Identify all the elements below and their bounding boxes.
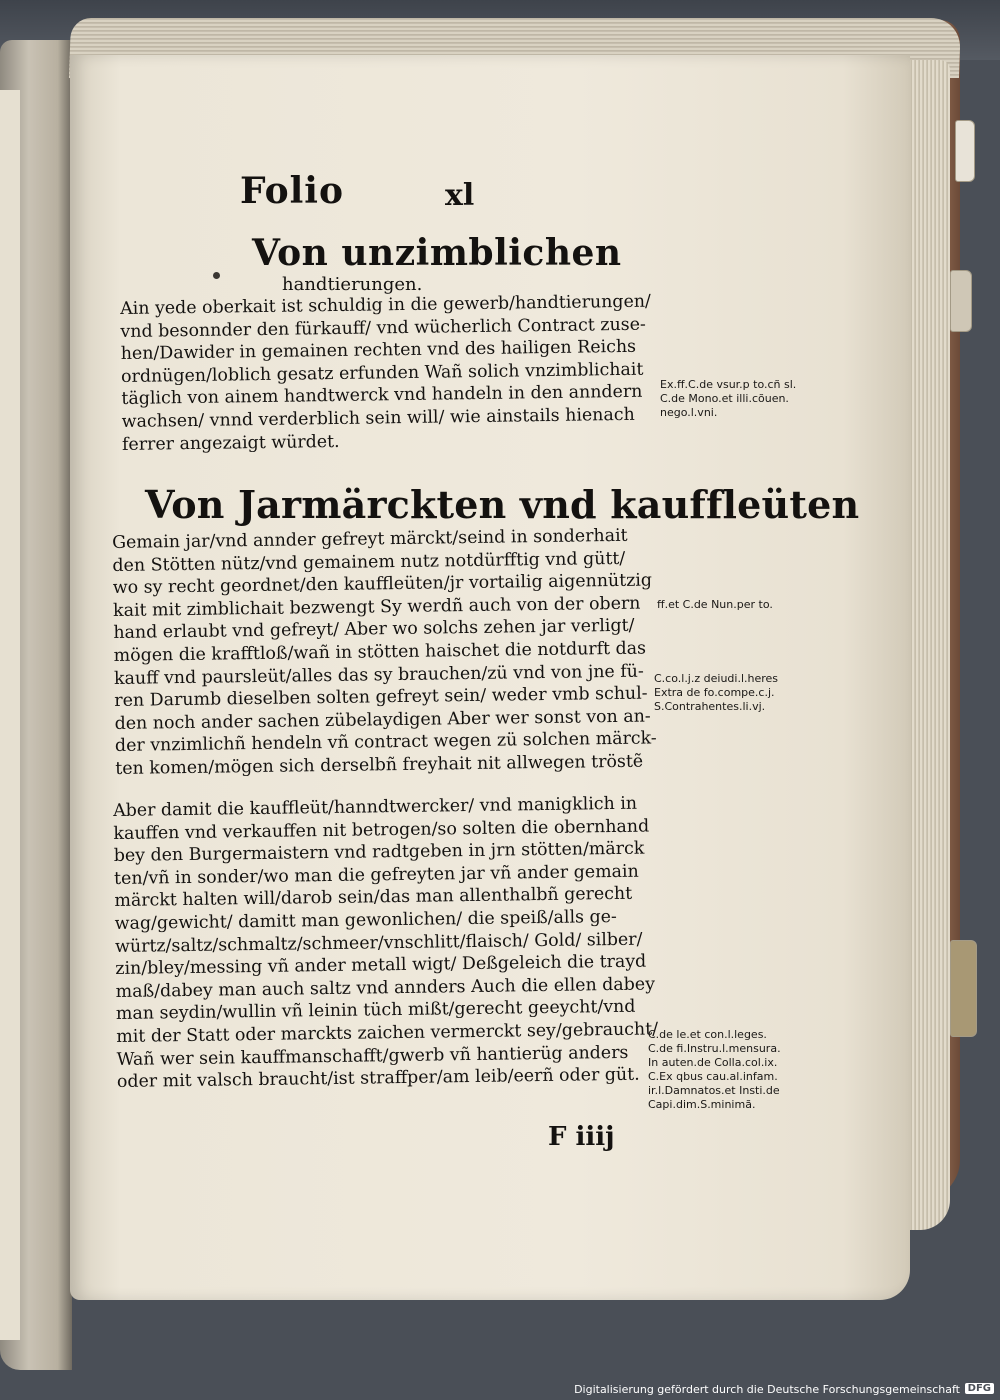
page-tab (950, 270, 972, 332)
text-line: wag/gewicht/ damitt man gewonlichen/ die speiß/alls ge- (114, 906, 617, 934)
dfg-logo: DFG (965, 1383, 994, 1394)
text-line: ferrer angezaigt würdet. (121, 431, 340, 455)
note-line: In auten.de Colla.col.ix. (648, 1056, 778, 1069)
text-line: ordnügen/loblich gesatz erfunden Wañ solich vnzimblichait (120, 359, 644, 387)
text-line: zin/bley/messing vñ ander metall wigt/ Deßgeleich die trayd (115, 951, 647, 980)
text-line: wo sy recht geordnet/den kauffleüten/jr vortailig aigennützig (112, 570, 653, 599)
text-line: mögen die krafftloß/wañ in stötten haischet die notdurft das (113, 638, 647, 666)
note-line: C.de Mono.et illi.cõuen. (660, 392, 789, 405)
note-line: C.co.l.j.z deiudi.l.heres (654, 672, 779, 685)
section2-paragraph (112, 524, 655, 780)
note-line: S.Contrahentes.li.vj. (654, 700, 766, 713)
text-line: kait mit zimblichait bezwengt Sy werdñ auch von der obern (112, 593, 641, 621)
folio-number: xl (445, 178, 475, 213)
note-line: C.de le.et con.l.leges. (648, 1028, 767, 1041)
text-line: ten komen/mögen sich derselbñ freyhait nit allwegen tröstẽ (115, 751, 644, 779)
text-line: wachsen/ vnnd verderblich sein will/ wie ainstails hienach (121, 404, 635, 432)
text-line: kauff vnd paursleüt/alles das sy brauchen/zü vnd von jne fü- (113, 661, 644, 689)
text-line: Aber damit die kauffleüt/hanndtwercker/ vnd manigklich in (113, 793, 638, 821)
folio-label: Folio (240, 170, 344, 212)
text-line: märckt halten will/darob sein/das man allenthalbñ gerecht (114, 884, 633, 912)
text-line: Wañ wer sein kauffmanschafft/gwerb vñ hantierüg anders (116, 1042, 629, 1070)
text-line: hand erlaubt vnd gefreyt/ Aber wo solchs zehen jar verligt/ (113, 616, 635, 644)
text-line: Ain yede oberkait ist schuldig in die gewerb/handtierungen/ (120, 291, 651, 319)
margin-note (648, 1028, 781, 1112)
text-line: maß/dabey man auch saltz vnd annders Auch die ellen dabey (115, 974, 656, 1002)
note-line: Ex.ff.C.de vsur.p to.cñ sl. (660, 378, 797, 391)
text-line: ren Darumb dieselben solten gefreyt sein/ weder vmb schul- (114, 683, 648, 712)
note-line: C.de fi.Instru.l.mensura. (648, 1042, 781, 1055)
text-line: kauffen vnd verkauffen nit betrogen/so solten die obernhand (113, 816, 650, 844)
margin-note (654, 672, 778, 714)
previous-page-strip (0, 90, 20, 1340)
section2-paragraph (113, 792, 657, 1093)
text-line: den Stötten nütz/vnd gemainem nutz notdürfftig vnd gütt/ (112, 548, 626, 576)
margin-note (660, 378, 796, 420)
margin-note (657, 598, 773, 612)
footer-credit: Digitalisierung gefördert durch die Deutsche Forschungsgemeinschaft (574, 1383, 960, 1396)
signature-mark: F iiij (548, 1122, 615, 1152)
section1-paragraph (120, 290, 662, 456)
note-line: nego.l.vni. (660, 406, 718, 419)
text-line: würtz/saltz/schmaltz/schmeer/vnschlitt/flaisch/ Gold/ silber/ (114, 929, 643, 957)
clasp-tab (950, 940, 977, 1037)
text-line: bey den Burgermaistern vnd radtgeben in jrn stötten/märck (113, 838, 645, 867)
note-line: C.Ex qbus cau.al.infam. (648, 1070, 778, 1083)
note-line: ir.l.Damnatos.et Insti.de (648, 1084, 780, 1097)
section-title: Von unzimblichen (252, 232, 622, 274)
text-line: Gemain jar/vnd annder gefreyt märckt/seind in sonderhait (112, 525, 628, 553)
section-title: Von Jarmärckten vnd kauffleüten (145, 482, 860, 527)
text-line: den noch ander sachen zübelaydigen Aber wer sonst von an- (114, 706, 651, 734)
section-subtitle: handtierungen. (282, 274, 423, 295)
note-line: Extra de fo.compe.c.j. (654, 686, 775, 699)
ink-dot (213, 272, 220, 279)
page-tab (955, 120, 975, 182)
note-line: ff.et C.de Nun.per to. (657, 598, 773, 611)
note-line: Capi.dim.S.minimã. (648, 1098, 756, 1111)
text-line: oder mit valsch braucht/ist straffper/am leib/eerñ oder güt. (116, 1064, 640, 1093)
text-line: hen/Dawider in gemainen rechten vnd des hailigen Reichs (120, 336, 637, 365)
text-line: man seydin/wullin vñ leinin tüch mißt/gerecht geeycht/vnd (115, 997, 636, 1025)
text-line: vnd besonnder den fürkauff/ vnd wücherlich Contract zuse- (120, 314, 646, 342)
text-line: der vnzimlichñ hendeln vñ contract wegen zü solchen märck- (114, 728, 657, 757)
text-line: ten/vñ in sonder/wo man die gefreyten jar vñ ander gemain (113, 861, 639, 889)
text-line: täglich von ainem handtwerck vnd handeln in den anndern (121, 382, 643, 410)
text-line: mit der Statt oder marckts zaichen vermerckt sey/gebraucht/ (116, 1019, 659, 1047)
